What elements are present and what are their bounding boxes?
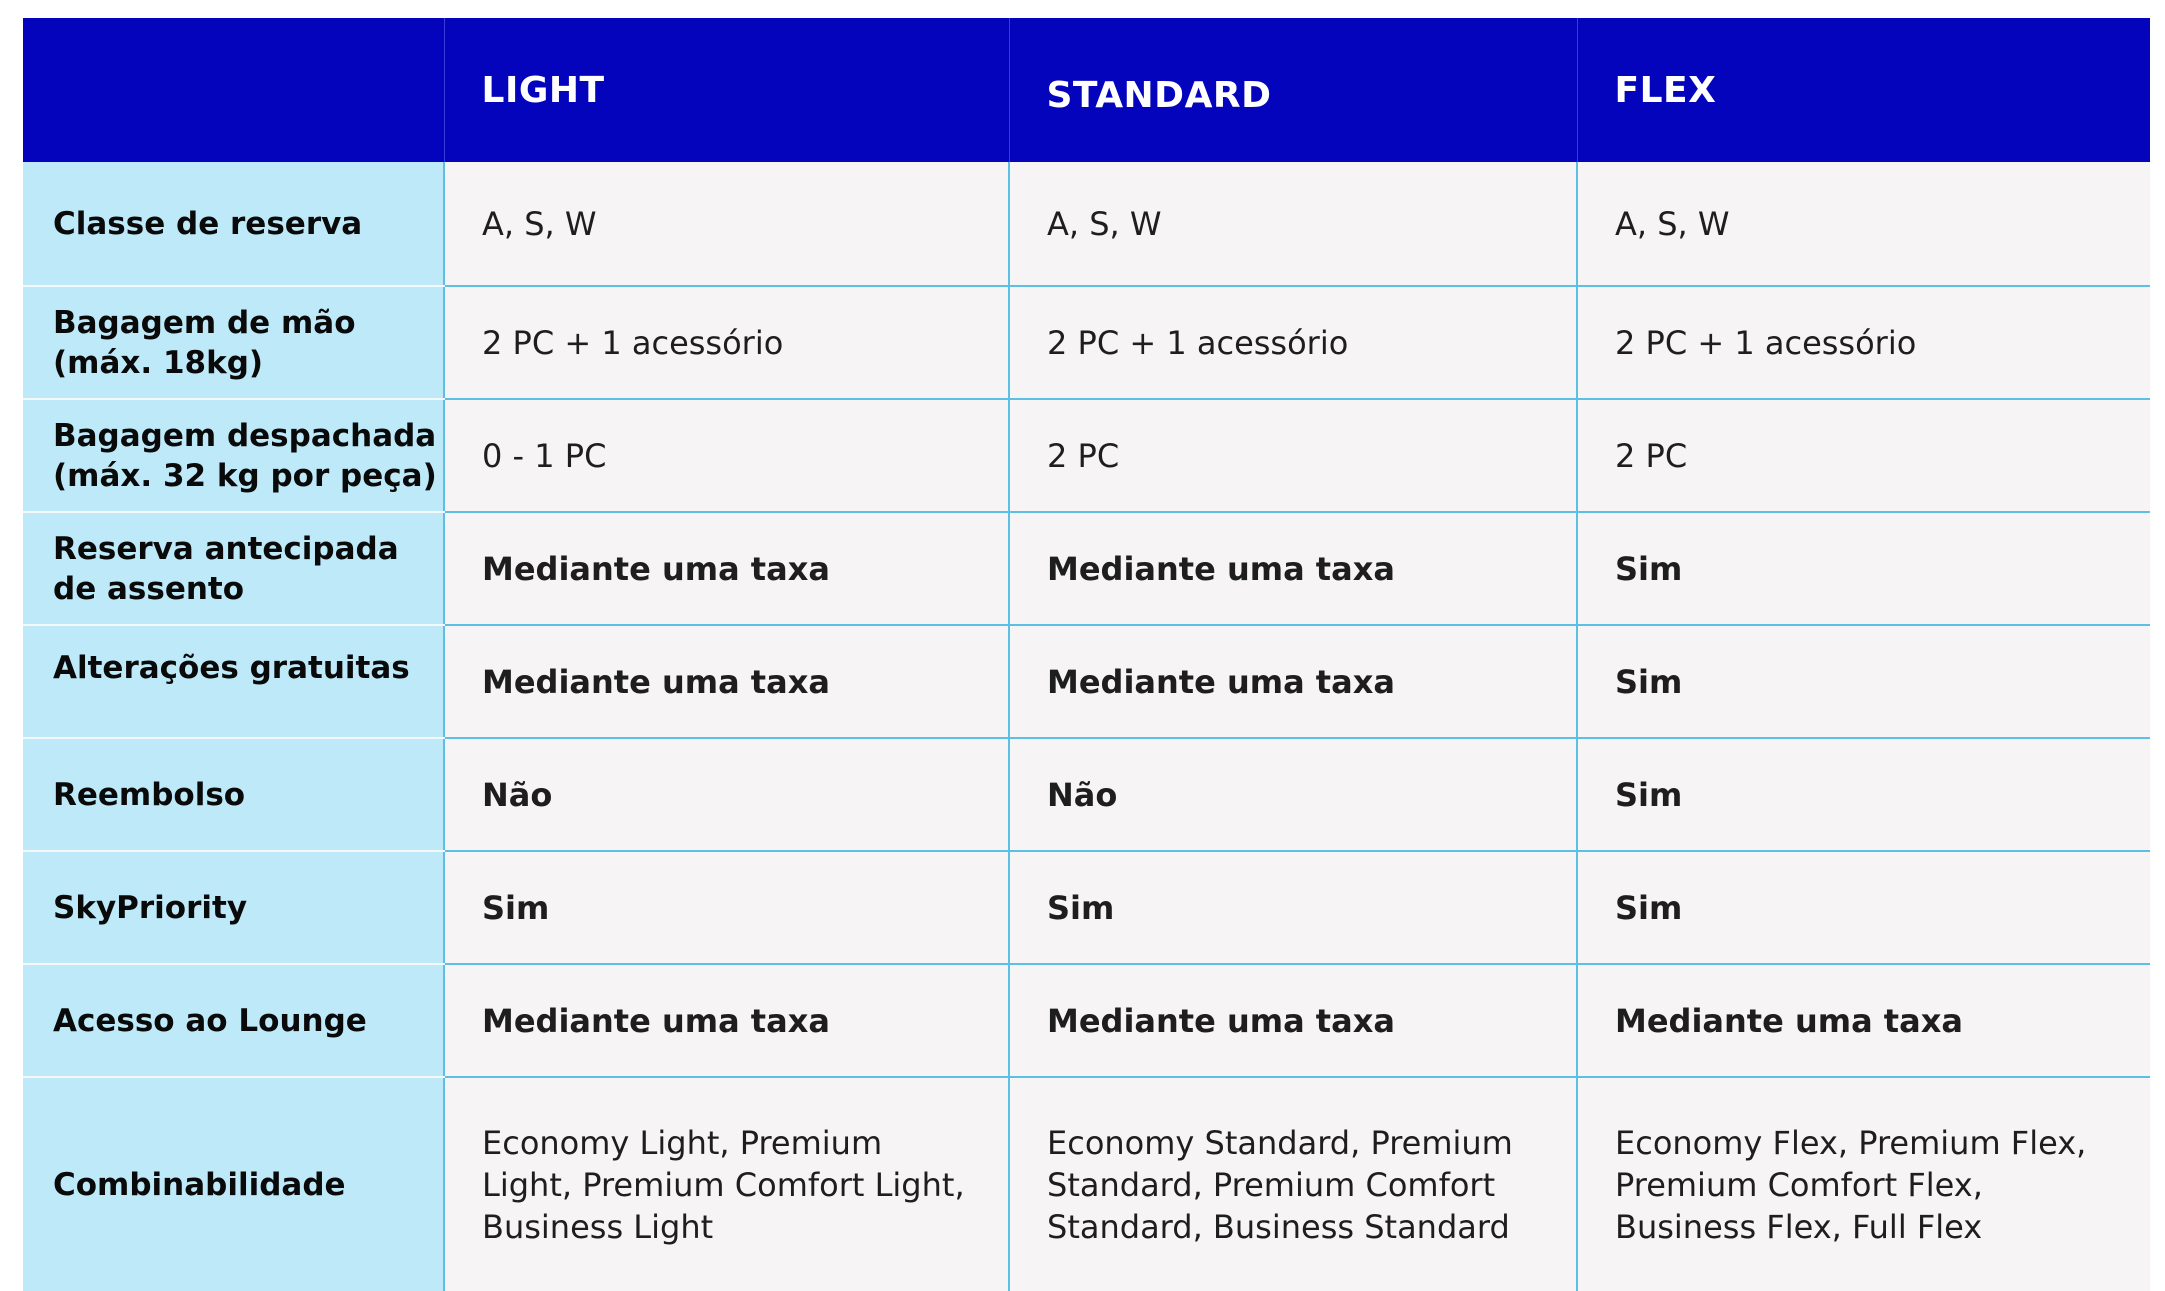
cell-light: Mediante uma taxa bbox=[444, 964, 1009, 1077]
column-header-light: LIGHT bbox=[444, 18, 1009, 162]
cell-standard: Economy Standard, Premium Standard, Premium Comfort Standard, Business Standard bbox=[1009, 1077, 1577, 1291]
cell-standard: Mediante uma taxa bbox=[1009, 512, 1577, 625]
table-row bbox=[23, 964, 2150, 1077]
cell-light: Mediante uma taxa bbox=[444, 625, 1009, 738]
cell-flex: 2 PC bbox=[1577, 399, 2150, 512]
table-row bbox=[23, 162, 2150, 286]
table-row bbox=[23, 738, 2150, 851]
cell-flex: Sim bbox=[1577, 738, 2150, 851]
header-corner bbox=[23, 18, 444, 162]
cell-flex: Sim bbox=[1577, 625, 2150, 738]
cell-flex: Sim bbox=[1577, 512, 2150, 625]
fare-comparison-table bbox=[23, 18, 2150, 1291]
cell-standard: A, S, W bbox=[1009, 162, 1577, 286]
cell-light: Não bbox=[444, 738, 1009, 851]
cell-flex: 2 PC + 1 acessório bbox=[1577, 286, 2150, 399]
row-label: Classe de reserva bbox=[23, 162, 444, 286]
table-row bbox=[23, 851, 2150, 964]
cell-light: A, S, W bbox=[444, 162, 1009, 286]
column-header-standard: STANDARD bbox=[1009, 18, 1577, 162]
cell-light: Economy Light, Premium Light, Premium Comfort Light, Business Light bbox=[444, 1077, 1009, 1291]
cell-standard: Mediante uma taxa bbox=[1009, 964, 1577, 1077]
row-label: SkyPriority bbox=[23, 851, 444, 964]
cell-flex: Mediante uma taxa bbox=[1577, 964, 2150, 1077]
table-row bbox=[23, 625, 2150, 738]
cell-flex: A, S, W bbox=[1577, 162, 2150, 286]
row-label: Combinabilidade bbox=[23, 1077, 444, 1291]
cell-standard: Mediante uma taxa bbox=[1009, 625, 1577, 738]
cell-light: Mediante uma taxa bbox=[444, 512, 1009, 625]
row-label: Reembolso bbox=[23, 738, 444, 851]
cell-flex: Economy Flex, Premium Flex, Premium Comfort Flex, Business Flex, Full Flex bbox=[1577, 1077, 2150, 1291]
table-row bbox=[23, 512, 2150, 625]
row-label: Bagagem despachada (máx. 32 kg por peça) bbox=[23, 399, 444, 512]
table-row bbox=[23, 1077, 2150, 1291]
row-label: Bagagem de mão (máx. 18kg) bbox=[23, 286, 444, 399]
header-row bbox=[23, 18, 2150, 162]
cell-light: Sim bbox=[444, 851, 1009, 964]
cell-light: 2 PC + 1 acessório bbox=[444, 286, 1009, 399]
cell-flex: Sim bbox=[1577, 851, 2150, 964]
table-row bbox=[23, 286, 2150, 399]
row-label: Acesso ao Lounge bbox=[23, 964, 444, 1077]
table-row bbox=[23, 399, 2150, 512]
row-label: Alterações gratuitas bbox=[23, 625, 444, 738]
cell-light: 0 - 1 PC bbox=[444, 399, 1009, 512]
cell-standard: 2 PC + 1 acessório bbox=[1009, 286, 1577, 399]
cell-standard: 2 PC bbox=[1009, 399, 1577, 512]
cell-standard: Não bbox=[1009, 738, 1577, 851]
row-label: Reserva antecipada de assento bbox=[23, 512, 444, 625]
column-header-flex: FLEX bbox=[1577, 18, 2150, 162]
cell-standard: Sim bbox=[1009, 851, 1577, 964]
